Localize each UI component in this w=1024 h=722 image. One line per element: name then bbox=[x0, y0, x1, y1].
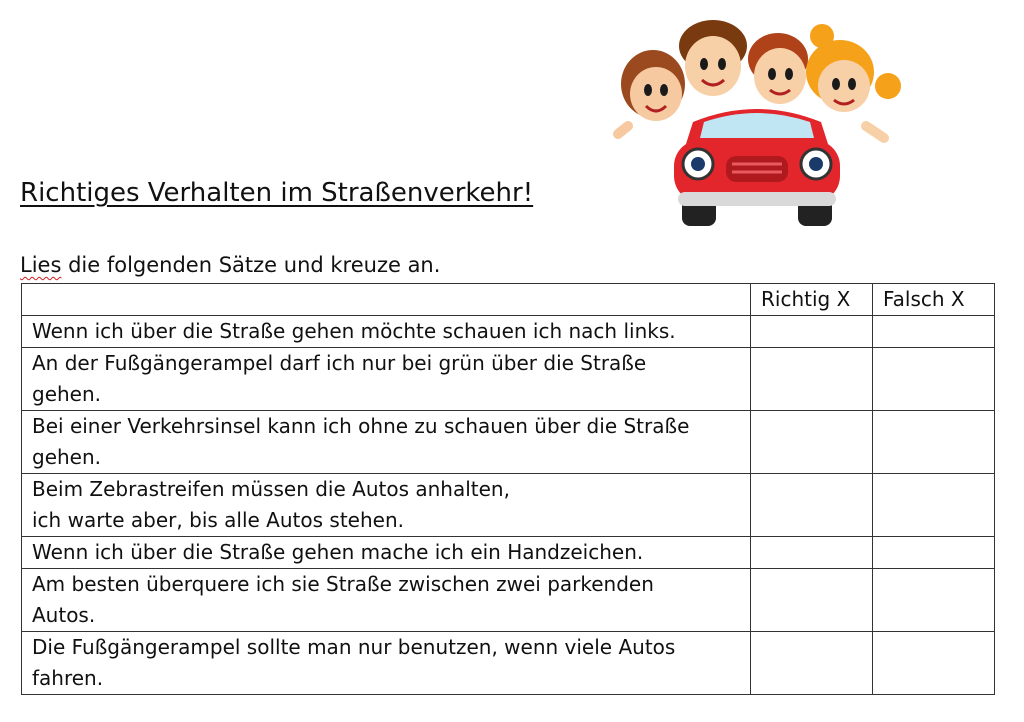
statement-cell bbox=[22, 348, 751, 411]
statement-line: An der Fußgängerampel darf ich nur bei grün über die Straße bbox=[32, 351, 647, 375]
header-statement bbox=[22, 284, 751, 316]
kid-third bbox=[748, 33, 808, 104]
falsch-checkbox-cell[interactable] bbox=[873, 632, 995, 695]
kid-left bbox=[618, 50, 685, 134]
statement-cell bbox=[22, 316, 751, 348]
table-row bbox=[22, 411, 995, 474]
richtig-checkbox-cell[interactable] bbox=[751, 411, 873, 474]
table-header-row bbox=[22, 284, 995, 316]
quiz-table bbox=[21, 283, 995, 695]
statement-line: Autos. bbox=[32, 603, 96, 627]
statement-line: Beim Zebrastreifen müssen die Autos anhalten, bbox=[32, 477, 510, 501]
richtig-checkbox-cell[interactable] bbox=[751, 537, 873, 569]
falsch-checkbox-cell[interactable] bbox=[873, 537, 995, 569]
richtig-checkbox-cell[interactable] bbox=[751, 316, 873, 348]
table-row bbox=[22, 632, 995, 695]
instruction-rest: die folgenden Sätze und kreuze an. bbox=[61, 253, 441, 277]
falsch-checkbox-cell[interactable] bbox=[873, 474, 995, 537]
kids-in-car-illustration bbox=[608, 14, 906, 236]
richtig-checkbox-cell[interactable] bbox=[751, 348, 873, 411]
table-row bbox=[22, 569, 995, 632]
statement-line: Bei einer Verkehrsinsel kann ich ohne zu schauen über die Straße bbox=[32, 414, 690, 438]
statement-line: gehen. bbox=[32, 382, 102, 406]
table-row bbox=[22, 348, 995, 411]
richtig-checkbox-cell[interactable] bbox=[751, 632, 873, 695]
page-title: Richtiges Verhalten im Straßenverkehr! bbox=[20, 178, 534, 208]
statement-cell bbox=[22, 474, 751, 537]
falsch-checkbox-cell[interactable] bbox=[873, 569, 995, 632]
header-falsch: Falsch X bbox=[873, 284, 995, 316]
statement-line: Wenn ich über die Straße gehen möchte schauen ich nach links. bbox=[32, 319, 676, 343]
instruction-text bbox=[20, 253, 440, 277]
statement-line: ich warte aber, bis alle Autos stehen. bbox=[32, 508, 404, 532]
statement-line: fahren. bbox=[32, 666, 104, 690]
statement-cell bbox=[22, 632, 751, 695]
table-row bbox=[22, 537, 995, 569]
statement-cell bbox=[22, 537, 751, 569]
statement-line: Die Fußgängerampel sollte man nur benutzen, wenn viele Autos bbox=[32, 635, 676, 659]
falsch-checkbox-cell[interactable] bbox=[873, 348, 995, 411]
kid-second bbox=[679, 20, 747, 96]
spellcheck-word: Lies bbox=[20, 253, 62, 277]
statement-line: gehen. bbox=[32, 445, 102, 469]
header-richtig: Richtig X bbox=[751, 284, 873, 316]
statement-cell bbox=[22, 411, 751, 474]
falsch-checkbox-cell[interactable] bbox=[873, 411, 995, 474]
statement-line: Am besten überquere ich sie Straße zwischen zwei parkenden bbox=[32, 572, 654, 596]
falsch-checkbox-cell[interactable] bbox=[873, 316, 995, 348]
statement-line: Wenn ich über die Straße gehen mache ich ein Handzeichen. bbox=[32, 540, 644, 564]
red-car bbox=[674, 109, 840, 226]
table-row bbox=[22, 474, 995, 537]
table-row bbox=[22, 316, 995, 348]
richtig-checkbox-cell[interactable] bbox=[751, 569, 873, 632]
richtig-checkbox-cell[interactable] bbox=[751, 474, 873, 537]
statement-cell bbox=[22, 569, 751, 632]
kid-right-girl bbox=[806, 24, 901, 138]
